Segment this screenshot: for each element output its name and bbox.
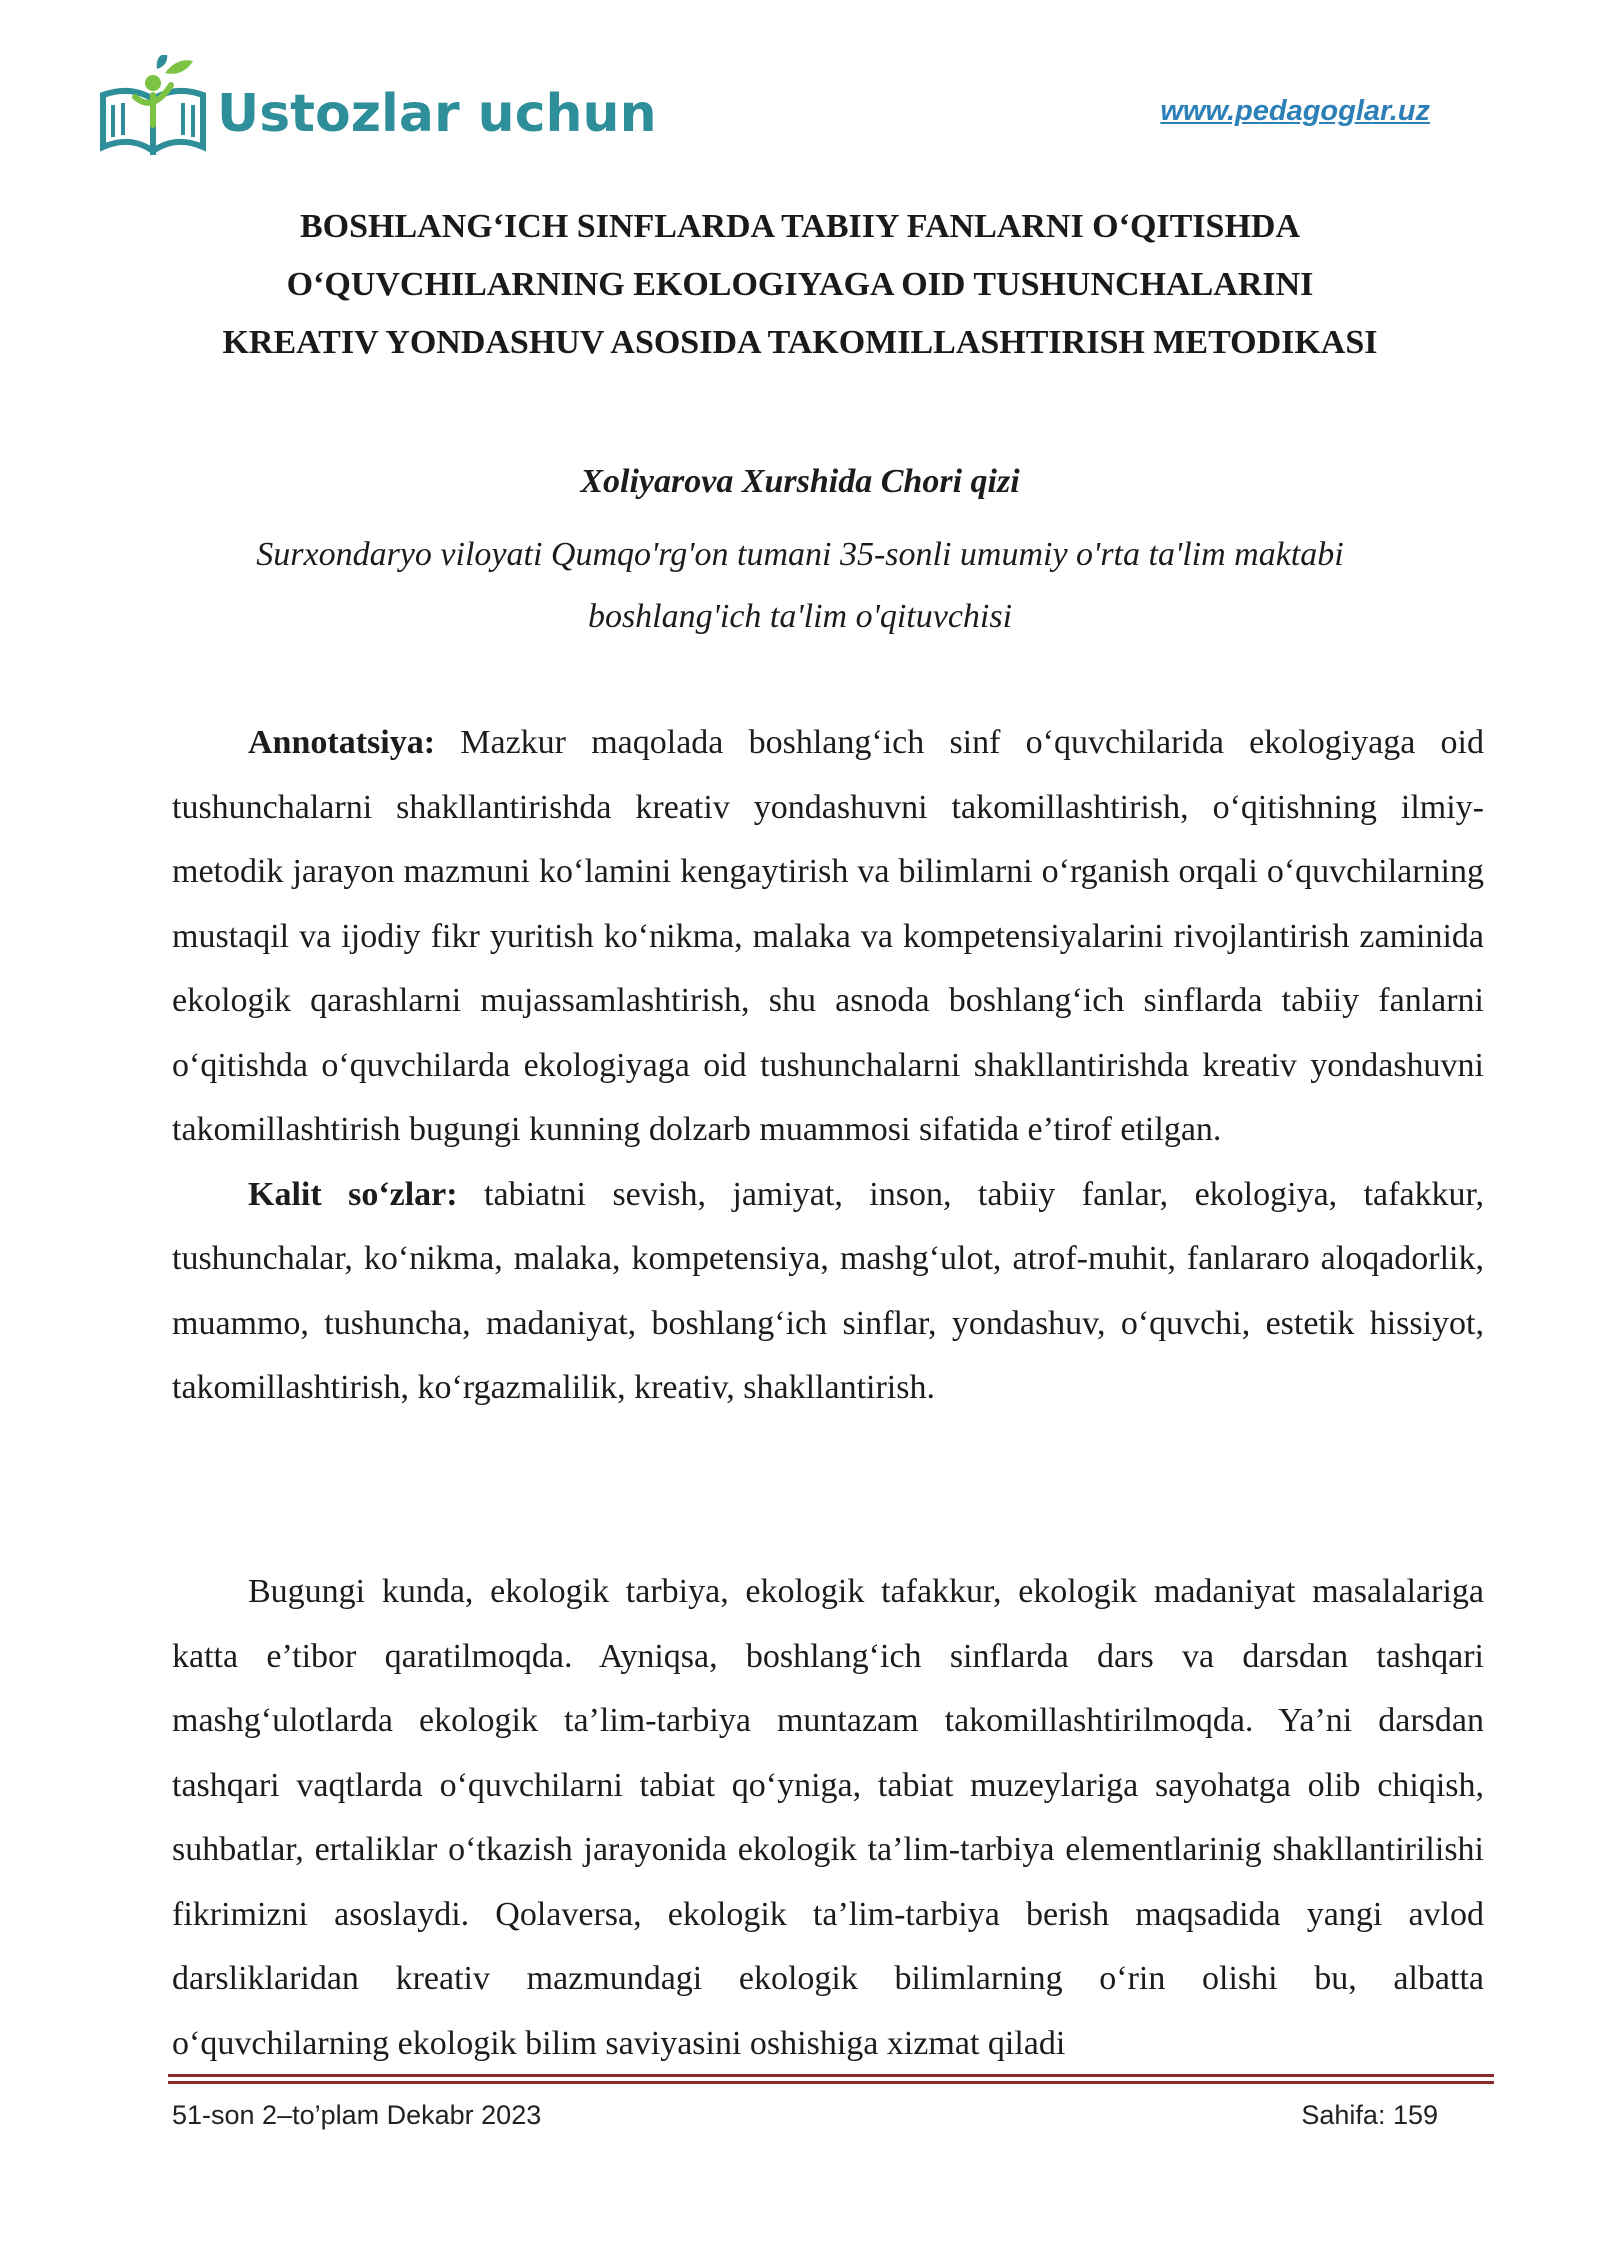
title-line: BOSHLANG‘ICH SINFLARDA TABIIY FANLARNI O‘QITISHDA: [299, 208, 1300, 245]
main-text: [172, 1560, 1484, 2076]
intro-paragraph: Bugungi kunda, ekologik tarbiya, ekologik tafakkur, ekologik madaniyat masalalariga katta e’tibor qaratilmoqda. Ayniqsa, boshlang‘ich sinflarda dars va darsdan tashqari mashg‘ulotlarda ekologik ta’lim-tarbiya muntazam takomillashtirilmoqda. Ya’ni darsdan tashqari vaqtlarda o‘quvchilarni tabiat qo‘yniga, tabiat muzeylariga sayohatga olib chiqish, suhbatlar, ertaliklar o‘tkazish jarayonida ekologik ta’lim-tarbiya elementlarinig shakllantirilishi fikrimizni asoslaydi. Qolaversa, ekologik ta’lim-tarbiya berish maqsadida yangi avlod darsliklaridan kreativ mazmundagi ekologik bilimlarning o‘rin olishi bu, albatta o‘quvchilarning ekologik bilim saviyasini oshishiga xizmat qiladi: [172, 1573, 1484, 2062]
logo-text: Ustozlar uchun: [217, 84, 657, 144]
annotation-text: Mazkur maqolada boshlang‘ich sinf o‘quvchilarida ekologiyaga oid tushunchalarni shakllantirishda kreativ yondashuvni takomillashtirish, o‘qitishning ilmiy-metodik jarayon mazmuni ko‘lamini kengaytirish va bilimlarni o‘rganish orqali o‘quvchilarning mustaqil va ijodiy fikr yuritish ko‘nikma, malaka va kompetensiyalarini rivojlantirish zaminida ekologik qarashlarni mujassamlashtirish, shu asnoda boshlang‘ich sinflarda tabiiy fanlarni o‘qitishda o‘quvchilarda ekologiyaga oid tushunchalarni shakllantirishda kreativ yondashuvni takomillashtirish bugungi kunning dolzarb muammosi sifatida e’tirof etilgan.: [172, 724, 1484, 1148]
book-person-logo-icon: [95, 55, 215, 155]
keywords-paragraph: [172, 1163, 1484, 1421]
site-url-link[interactable]: www.pedagoglar.uz: [1160, 95, 1430, 127]
affiliation-line: boshlang'ich ta'lim o'qituvchisi: [587, 598, 1013, 635]
footer-issue: 51-son 2–to’plam Dekabr 2023: [172, 2100, 542, 2130]
abstract-section: [172, 711, 1484, 1421]
article-title: [150, 198, 1450, 372]
annotation-paragraph: [172, 711, 1484, 1163]
annotation-label: Annotatsiya:: [248, 724, 436, 761]
affiliation-line: Surxondaryo viloyati Qumqo'rg'on tumani 35-sonli umumiy o'rta ta'lim maktabi: [256, 536, 1344, 573]
title-line: O‘QUVCHILARNING EKOLOGIYAGA OID TUSHUNCHALARINI: [286, 266, 1314, 303]
keywords-label: Kalit so‘zlar:: [248, 1175, 458, 1213]
author-affiliation: [150, 524, 1450, 648]
site-logo[interactable]: [95, 55, 657, 155]
footer-page-number: Sahifa: 159: [1301, 2100, 1438, 2130]
author-name: Xoliyarova Xurshida Chori qizi: [580, 463, 1020, 500]
title-line: KREATIV YONDASHUV ASOSIDA TAKOMILLASHTIRISH METODIKASI: [222, 324, 1378, 361]
footer-divider: [168, 2074, 1494, 2084]
page-header: [95, 55, 1430, 165]
keywords-text: tabiatni sevish, jamiyat, inson, tabiiy fanlar, ekologiya, tafakkur, tushunchalar, ko‘nikma, malaka, kompetensiya, mashg‘ulot, atrof-muhit, fanlararo aloqadorlik, muammo, tushuncha, madaniyat, boshlang‘ich sinflar, yondashuv, o‘quvchi, estetik hissiyot, takomillashtirish, ko‘rgazmalilik, kreativ, shakllantirish.: [172, 1175, 1485, 1406]
